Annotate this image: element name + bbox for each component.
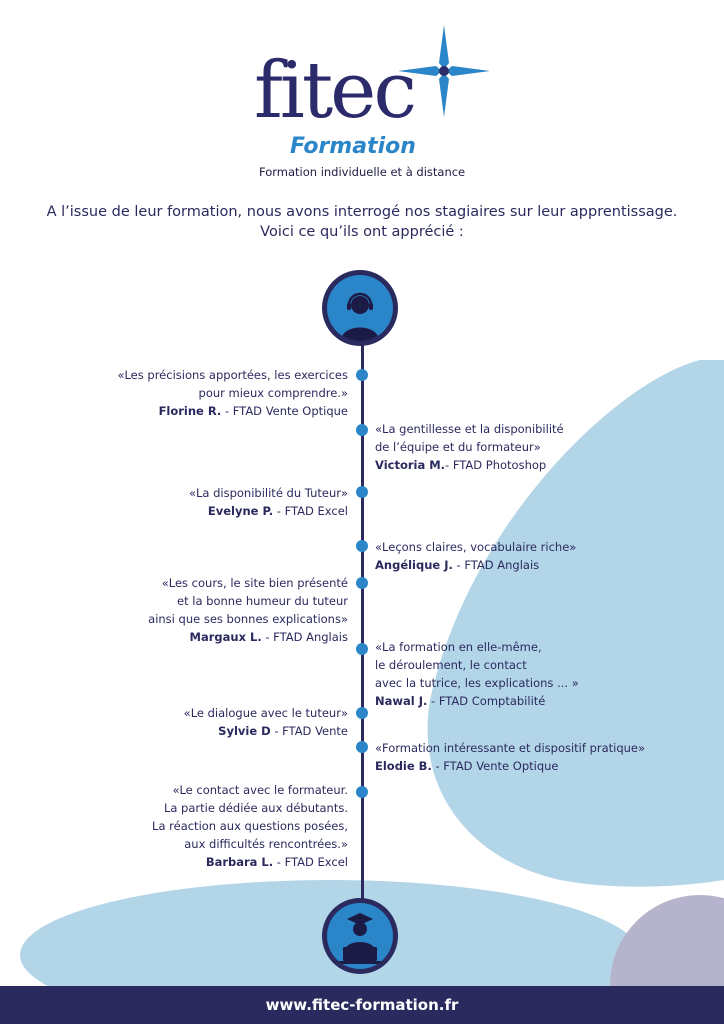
author-name: Florine R.	[158, 404, 222, 418]
testimonial	[189, 484, 348, 520]
headset-user-icon	[327, 275, 393, 341]
timeline-dot	[356, 540, 368, 552]
timeline-dot	[356, 707, 368, 719]
testimonial	[375, 538, 576, 574]
timeline-dot	[356, 486, 368, 498]
testimonial	[375, 739, 645, 775]
quote-line: La partie dédiée aux débutants.	[163, 801, 348, 815]
author-name: Barbara L.	[205, 855, 274, 869]
quote-line: le déroulement, le contact	[375, 658, 527, 672]
timeline-dot	[356, 643, 368, 655]
timeline-dot	[356, 786, 368, 798]
author-name: Angélique J.	[375, 558, 453, 572]
logo	[0, 0, 724, 190]
website-link[interactable]: www.fitec-formation.fr	[265, 996, 459, 1014]
quote-line: ainsi que ses bonnes explications»	[148, 612, 348, 626]
author-name: Elodie B.	[375, 759, 432, 773]
quote-line: «Le dialogue avec le tuteur»	[183, 706, 348, 720]
testimonial	[148, 574, 348, 646]
testimonial	[184, 704, 348, 740]
logo-tagline: Formation individuelle et à distance	[259, 165, 466, 179]
author-name: Margaux L.	[189, 630, 262, 644]
quote-line: «La formation en elle-même,	[375, 640, 542, 654]
course-name: - FTAD Vente Optique	[431, 759, 559, 773]
course-name: - FTAD Vente Optique	[221, 404, 348, 418]
quote-line: «Les cours, le site bien présenté	[161, 576, 348, 590]
quote-line: pour mieux comprendre.»	[198, 386, 348, 400]
graduate-laptop-icon	[327, 903, 393, 969]
timeline-dot	[356, 577, 368, 589]
author-name: Victoria M.	[375, 458, 446, 472]
testimonial	[117, 366, 348, 420]
timeline-dot	[356, 741, 368, 753]
graduate-avatar	[322, 898, 398, 974]
quote-line: «Le contact avec le formateur.	[172, 783, 348, 797]
quote-line: La réaction aux questions posées,	[152, 819, 348, 833]
quote-line: «Leçons claires, vocabulaire riche»	[375, 540, 577, 554]
testimonial	[375, 638, 579, 710]
testimonial	[152, 781, 348, 871]
support-agent-avatar	[322, 270, 398, 346]
course-name: - FTAD Excel	[273, 504, 348, 518]
quote-line: «La gentillesse et la disponibilité	[375, 422, 564, 436]
course-name: - FTAD Photoshop	[445, 458, 547, 472]
quote-line: avec la tutrice, les explications ... »	[375, 676, 579, 690]
intro-line-1: A l’issue de leur formation, nous avons interrogé nos stagiaires sur leur apprentissage.	[46, 204, 678, 220]
quote-line: et la bonne humeur du tuteur	[177, 594, 348, 608]
course-name: - FTAD Anglais	[261, 630, 348, 644]
quote-line: «Formation intéressante et dispositif pratique»	[375, 741, 646, 755]
timeline-dot	[356, 369, 368, 381]
quote-line: aux difficultés rencontrées.»	[184, 837, 348, 851]
author-name: Nawal J.	[375, 694, 428, 708]
course-name: - FTAD Excel	[273, 855, 348, 869]
quote-line: «Les précisions apportées, les exercices	[117, 368, 348, 382]
intro-line-2: Voici ce qu’ils ont apprécié :	[260, 224, 464, 240]
course-name: - FTAD Anglais	[452, 558, 540, 572]
logo-subtitle: Formation	[290, 134, 416, 159]
footer-bar	[0, 986, 724, 1024]
course-name: - FTAD Vente	[270, 724, 348, 738]
course-name: - FTAD Comptabilité	[427, 694, 546, 708]
testimonial	[375, 420, 564, 474]
quote-line: de l’équipe et du formateur»	[375, 440, 541, 454]
timeline-dot	[356, 424, 368, 436]
logo-wordmark: fitec	[254, 46, 415, 136]
author-name: Evelyne P.	[207, 504, 274, 518]
quote-line: «La disponibilité du Tuteur»	[188, 486, 348, 500]
author-name: Sylvie D	[218, 724, 271, 738]
